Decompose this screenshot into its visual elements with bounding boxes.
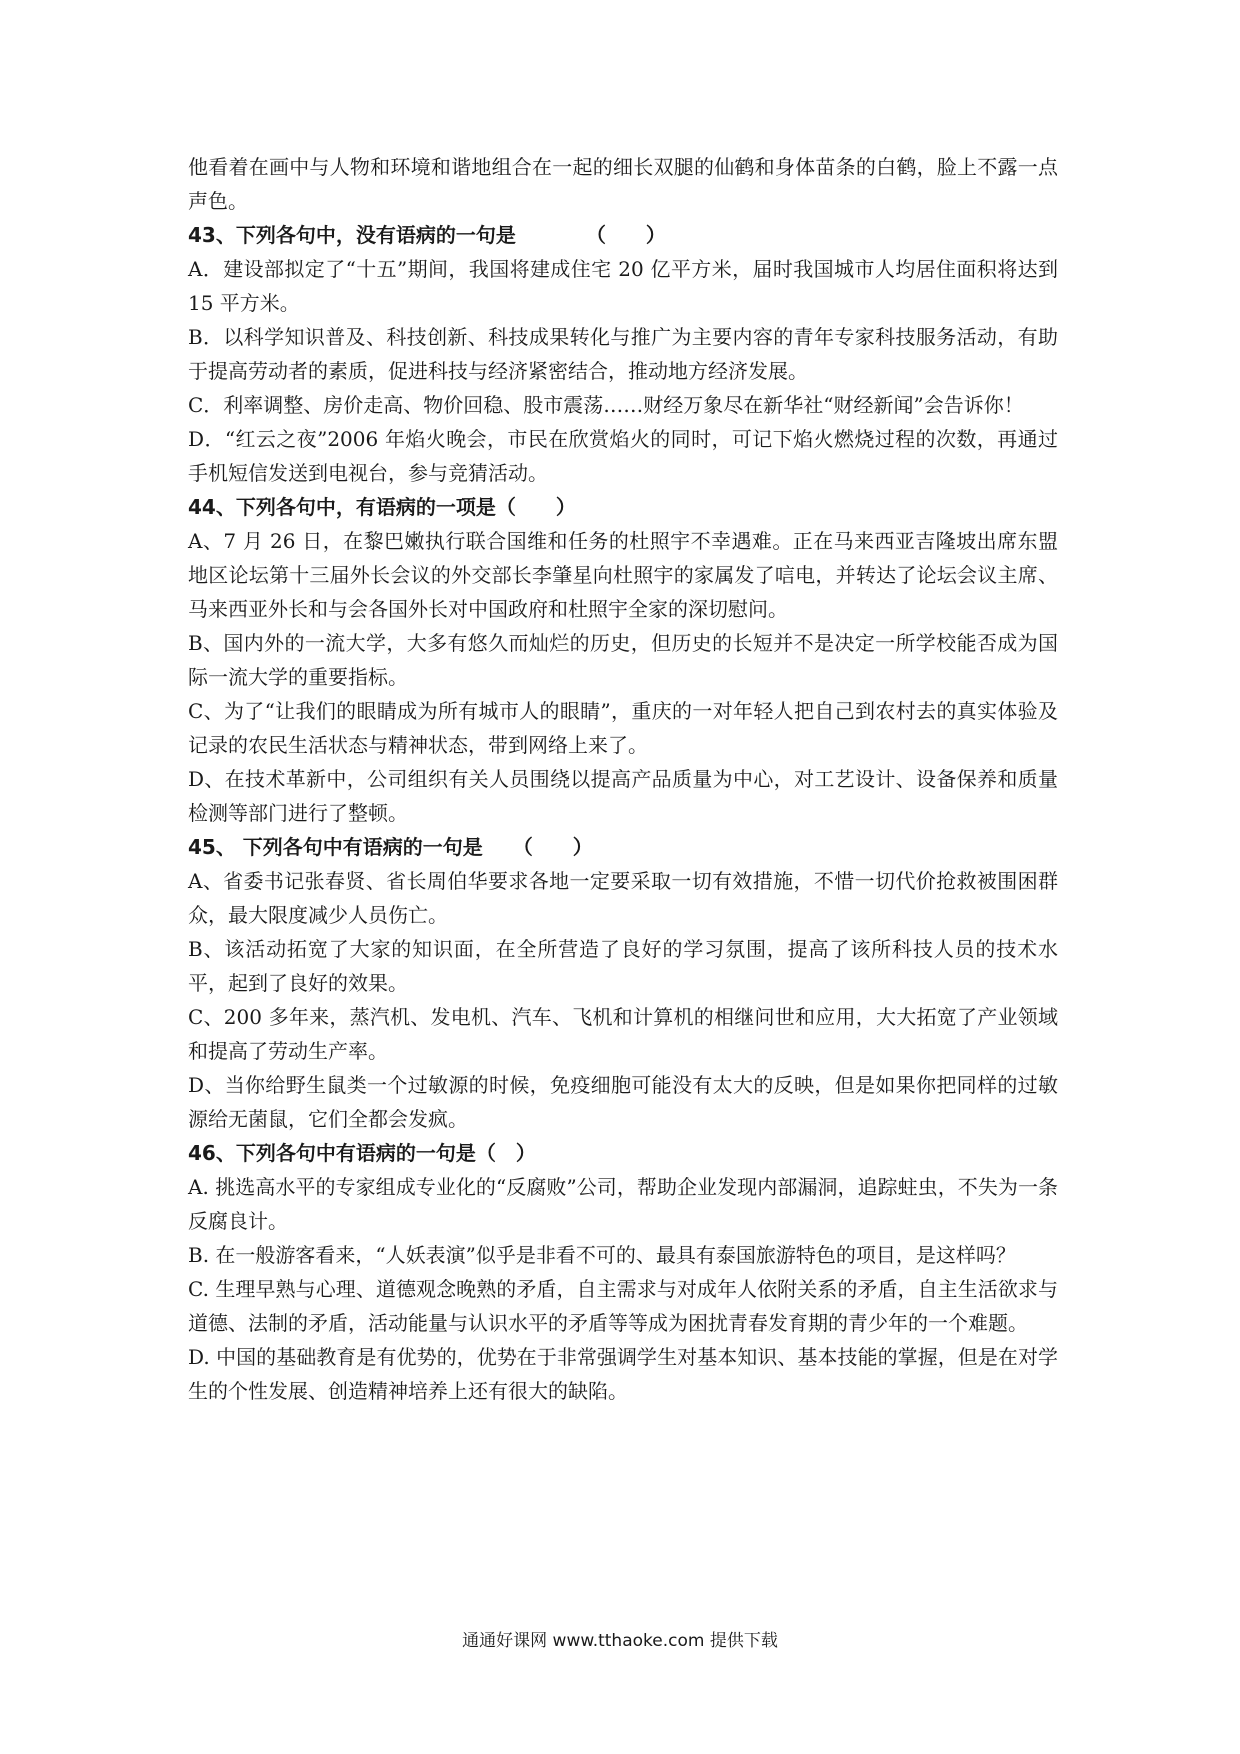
document-body	[188, 150, 1058, 1408]
question-44	[188, 490, 1058, 830]
question-title: 46、下列各句中有语病的一句是（ ）	[188, 1141, 536, 1165]
option-c: C．利率调整、房价走高、物价回稳、股市震荡……财经万象尽在新华社“财经新闻”会告诉你！	[188, 393, 1024, 417]
question-45	[188, 830, 1058, 1136]
page-footer: 通通好课网 www.tthaoke.com 提供下载	[462, 1631, 778, 1651]
option-d: D、在技术革新中，公司组织有关人员围绕以提高产品质量为中心，对工艺设计、设备保养和质量检测等部门进行了整顿。	[188, 767, 1058, 825]
question-title: 43、下列各句中，没有语病的一句是 （ ）	[188, 223, 666, 247]
option-d: D、当你给野生鼠类一个过敏源的时候，免疫细胞可能没有太大的反映，但是如果你把同样的过敏源给无菌鼠，它们全都会发疯。	[188, 1073, 1058, 1131]
option-c: C. 生理早熟与心理、道德观念晚熟的矛盾，自主需求与对成年人依附关系的矛盾，自主生活欲求与道德、法制的矛盾，活动能量与认识水平的矛盾等等成为困扰青春发育期的青少年的一个难题。	[188, 1277, 1058, 1335]
option-d: D. 中国的基础教育是有优势的，优势在于非常强调学生对基本知识、基本技能的掌握，但是在对学生的个性发展、创造精神培养上还有很大的缺陷。	[188, 1345, 1058, 1403]
option-a: A、7 月 26 日，在黎巴嫩执行联合国维和任务的杜照宇不幸遇难。正在马来西亚吉隆坡出席东盟地区论坛第十三届外长会议的外交部长李肇星向杜照宇的家属发了唁电，并转达了论坛会议主席、马来西亚外长和与会各国外长对中国政府和杜照宇全家的深切慰问。	[188, 529, 1058, 621]
option-c: C、为了“让我们的眼睛成为所有城市人的眼睛”，重庆的一对年轻人把自己到农村去的真实体验及记录的农民生活状态与精神状态，带到网络上来了。	[188, 699, 1058, 757]
question-title: 45、 下列各句中有语病的一句是 （ ）	[188, 835, 593, 859]
option-d: D．“红云之夜”2006 年焰火晚会，市民在欣赏焰火的同时，可记下焰火燃烧过程的次数，再通过手机短信发送到电视台，参与竞猜活动。	[188, 427, 1058, 485]
option-a: A. 挑选高水平的专家组成专业化的“反腐败”公司，帮助企业发现内部漏洞，追踪蛀虫，不失为一条反腐良计。	[188, 1175, 1058, 1233]
question-46	[188, 1136, 1058, 1408]
intro-paragraph: 他看着在画中与人物和环境和谐地组合在一起的细长双腿的仙鹤和身体苗条的白鹤，脸上不露一点声色。	[188, 155, 1058, 213]
option-b: B、该活动拓宽了大家的知识面，在全所营造了良好的学习氛围，提高了该所科技人员的技术水平，起到了良好的效果。	[188, 937, 1058, 995]
option-b: B、国内外的一流大学，大多有悠久而灿烂的历史，但历史的长短并不是决定一所学校能否成为国际一流大学的重要指标。	[188, 631, 1058, 689]
option-b: B. 在一般游客看来，“人妖表演”似乎是非看不可的、最具有泰国旅游特色的项目，是这样吗？	[188, 1243, 1016, 1267]
option-c: C、200 多年来，蒸汽机、发电机、汽车、飞机和计算机的相继问世和应用，大大拓宽了产业领域和提高了劳动生产率。	[188, 1005, 1058, 1063]
option-b: B．以科学知识普及、科技创新、科技成果转化与推广为主要内容的青年专家科技服务活动，有助于提高劳动者的素质，促进科技与经济紧密结合，推动地方经济发展。	[188, 325, 1058, 383]
option-a: A．建设部拟定了“十五”期间，我国将建成住宅 20 亿平方米，届时我国城市人均居住面积将达到 15 平方米。	[188, 257, 1058, 315]
question-43	[188, 218, 1058, 490]
question-title: 44、下列各句中，有语病的一项是（ ）	[188, 495, 576, 519]
option-a: A、省委书记张春贤、省长周伯华要求各地一定要采取一切有效措施，不惜一切代价抢救被围困群众，最大限度减少人员伤亡。	[188, 869, 1058, 927]
